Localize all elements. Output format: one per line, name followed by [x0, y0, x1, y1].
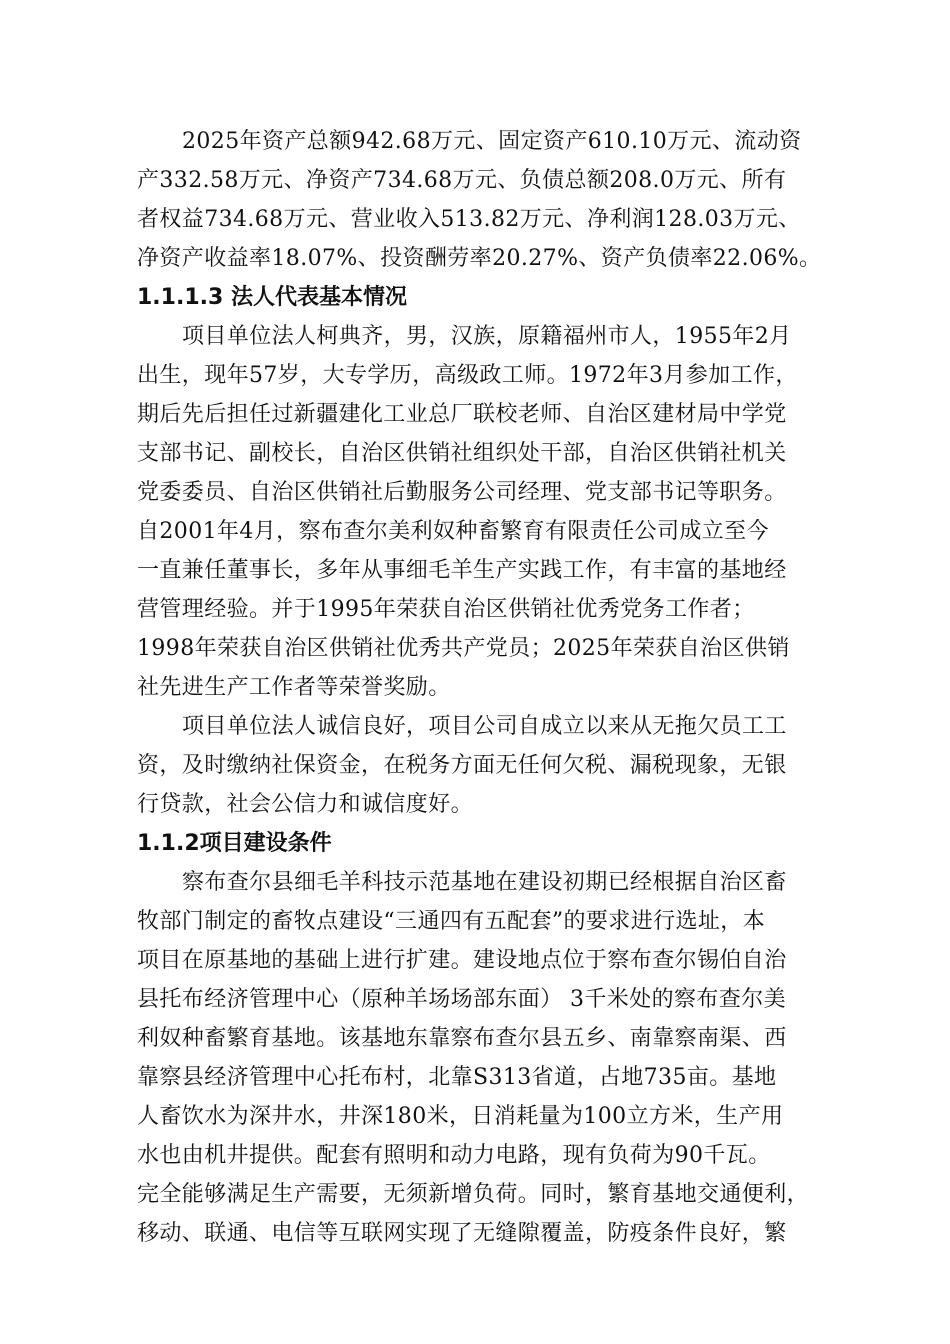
paragraph-legal-rep — [137, 317, 837, 707]
text-line: 净资产收益率18.07%、投资酬劳率20.27%、资产负债率22.06%。 — [137, 246, 822, 271]
text-line: 察布查尔县细毛羊科技示范基地在建设初期已经根据自治区畜 — [182, 870, 787, 895]
text-line: 支部书记、副校长，自治区供销社组织处干部，自治区供销社机关 — [137, 441, 787, 466]
section-heading-legal-rep: 1.1.1.3 法人代表基本情况 — [137, 285, 407, 310]
section-heading-conditions: 1.1.2项目建设条件 — [137, 831, 332, 856]
text-line: 利奴种畜繁育基地。该基地东靠察布查尔县五乡、南靠察南渠、西 — [137, 1026, 787, 1051]
text-line: 靠察县经济管理中心托布村，北靠S313省道，占地735亩。基地 — [137, 1065, 777, 1090]
text-line: 资，及时缴纳社保资金，在税务方面无任何欠税、漏税现象，无银 — [137, 753, 787, 778]
document-page — [137, 122, 837, 1253]
text-line: 自2001年4月，察布查尔美利奴种畜繁育有限责任公司成立至今 — [137, 519, 769, 544]
text-line: 营管理经验。并于1995年荣获自治区供销社优秀党务工作者； — [137, 597, 755, 622]
text-line: 牧部门制定的畜牧点建设“三通四有五配套”的要求进行选址，本 — [137, 909, 766, 934]
paragraph-assets — [137, 122, 837, 278]
paragraph-conditions — [137, 863, 837, 1253]
text-line: 1998年荣获自治区供销社优秀共产党员；2025年荣获自治区供销 — [137, 636, 790, 661]
text-line: 水也由机井提供。配套有照明和动力电路，现有负荷为90千瓦。 — [137, 1143, 771, 1168]
text-line: 社先进生产工作者等荣誉奖励。 — [137, 675, 451, 700]
text-line: 项目单位法人诚信良好，项目公司自成立以来从无拖欠员工工 — [182, 714, 787, 739]
text-line: 2025年资产总额942.68万元、固定资产610.10万元、流动资 — [182, 129, 802, 154]
text-line: 项目单位法人柯典齐，男，汉族，原籍福州市人，1955年2月 — [182, 324, 792, 349]
text-line: 人畜饮水为深井水，井深180米，日消耗量为100立方米，生产用 — [137, 1104, 784, 1129]
text-line: 项目在原基地的基础上进行扩建。建设地点位于察布查尔锡伯自治 — [137, 948, 787, 973]
text-line: 产332.58万元、净资产734.68万元、负债总额208.0万元、所有 — [137, 168, 787, 193]
paragraph-integrity — [137, 707, 837, 824]
text-line: 者权益734.68万元、营业收入513.82万元、净利润128.03万元、 — [137, 207, 801, 232]
text-line: 县托布经济管理中心（原种羊场场部东面） 3千米处的察布查尔美 — [137, 987, 786, 1012]
text-line: 期后先后担任过新疆建化工业总厂联校老师、自治区建材局中学党 — [137, 402, 787, 427]
text-line: 一直兼任董事长，多年从事细毛羊生产实践工作，有丰富的基地经 — [137, 558, 787, 583]
text-line: 行贷款，社会公信力和诚信度好。 — [137, 792, 474, 817]
text-line: 移动、联通、电信等互联网实现了无缝隙覆盖，防疫条件良好，繁 — [137, 1221, 787, 1246]
text-line: 出生，现年57岁，大专学历，高级政工师。1972年3月参加工作， — [137, 363, 798, 388]
text-line: 完全能够满足生产需要，无须新增负荷。同时，繁育基地交通便利， — [137, 1182, 810, 1207]
text-line: 党委委员、自治区供销社后勤服务公司经理、党支部书记等职务。 — [137, 480, 787, 505]
